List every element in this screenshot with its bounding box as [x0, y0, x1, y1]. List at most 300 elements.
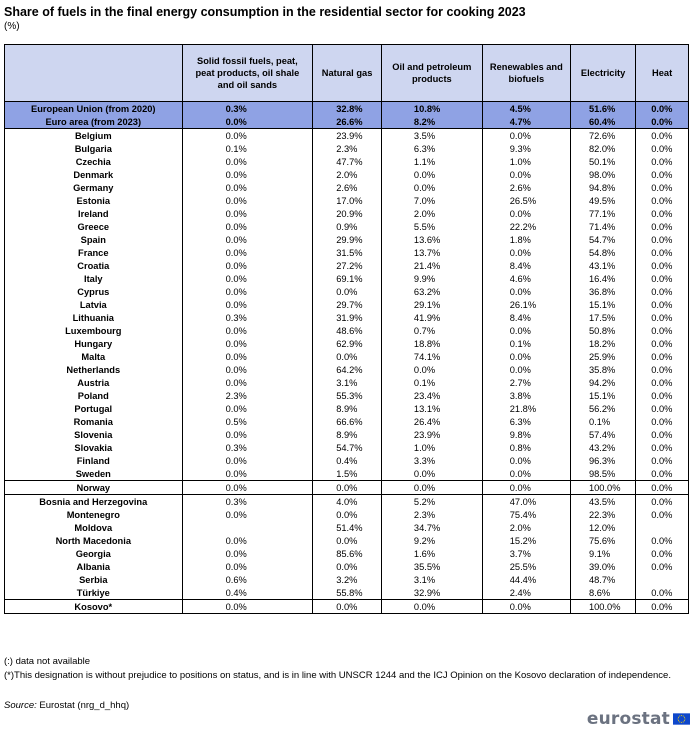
cell-value: 8.6% [588, 587, 611, 598]
table-cell [381, 586, 482, 600]
table-cell [182, 389, 313, 402]
table-cell [636, 155, 689, 168]
table-cell [381, 220, 482, 233]
row-label: Belgium [5, 129, 183, 143]
cell-value: 3.7% [509, 548, 531, 559]
table-row [5, 586, 689, 600]
cell-value: 0.6% [225, 574, 247, 585]
cell-value: 0.0% [651, 561, 673, 572]
table-row [5, 129, 689, 143]
cell-value: 64.2% [336, 364, 363, 375]
cell-value: 18.2% [588, 338, 616, 349]
table-cell [182, 259, 313, 272]
cell-value: 12.0% [588, 522, 616, 533]
cell-value: 55.3% [336, 390, 363, 401]
cell-value: 35.8% [588, 364, 616, 375]
table-cell [381, 521, 482, 534]
cell-value: 0.0% [225, 286, 247, 297]
table-cell [482, 402, 570, 415]
table-cell [636, 129, 689, 143]
flag-star [678, 718, 679, 719]
table-cell [182, 115, 313, 129]
table-cell [570, 508, 635, 521]
table-cell [182, 573, 313, 586]
table-row [5, 207, 689, 220]
table-row [5, 259, 689, 272]
table-cell [570, 181, 635, 194]
table-cell [482, 560, 570, 573]
table-cell [482, 181, 570, 194]
table-title: Share of fuels in the final energy consumption in the residential sector for cooking 2023 [4, 5, 526, 19]
row-label: Bosnia and Herzegovina [5, 495, 183, 509]
cell-value: 29.1% [413, 299, 441, 310]
table-cell [482, 586, 570, 600]
cell-value: 51.6% [588, 103, 616, 114]
row-label: Estonia [5, 194, 183, 207]
table-cell [381, 181, 482, 194]
cell-value: 0.0% [651, 182, 673, 193]
table-cell [570, 155, 635, 168]
cell-value: 0.0% [413, 364, 436, 375]
cell-value: 0.8% [509, 442, 531, 453]
cell-value: 0.0% [336, 482, 358, 493]
table-row [5, 115, 689, 129]
flag-star [684, 717, 685, 718]
table-cell [636, 376, 689, 389]
table-cell [570, 350, 635, 363]
cell-value: 0.0% [509, 351, 531, 362]
table-cell [313, 441, 382, 454]
cell-value: 0.0% [509, 286, 531, 297]
cell-value: 0.0% [225, 429, 247, 440]
table-cell [570, 363, 635, 376]
cell-value: 9.8% [509, 429, 531, 440]
cell-value: 0.0% [413, 468, 436, 479]
table-cell [381, 508, 482, 521]
table-row [5, 415, 689, 428]
table-row [5, 560, 689, 573]
table-cell [482, 115, 570, 129]
column-header [182, 45, 313, 102]
cell-value: 0.0% [225, 116, 247, 127]
table-cell [313, 481, 382, 495]
cell-value: 72.6% [588, 130, 616, 141]
table-row [5, 495, 689, 509]
cell-value: 6.3% [509, 416, 531, 427]
row-label: Luxembourg [5, 324, 183, 337]
cell-value: 32.9% [413, 587, 441, 598]
cell-value: 43.2% [588, 442, 616, 453]
cell-value: 0.4% [225, 587, 247, 598]
table-cell [636, 428, 689, 441]
data-table [4, 44, 689, 614]
table-cell [182, 481, 313, 495]
cell-value: 13.1% [413, 403, 441, 414]
table-cell [182, 402, 313, 415]
table-cell [313, 272, 382, 285]
table-cell [182, 220, 313, 233]
cell-value: 2.0% [413, 208, 436, 219]
table-row [5, 298, 689, 311]
flag-star [683, 716, 684, 717]
footnotes [4, 655, 671, 683]
cell-value: 48.7% [588, 574, 616, 585]
cell-value: 0.0% [651, 377, 673, 388]
table-cell [570, 534, 635, 547]
cell-value: 96.3% [588, 455, 616, 466]
table-cell [482, 220, 570, 233]
table-cell [482, 259, 570, 272]
table-row [5, 508, 689, 521]
cell-value: 29.9% [336, 234, 363, 245]
cell-value: 2.0% [336, 169, 358, 180]
table-cell [570, 547, 635, 560]
column-header [313, 45, 382, 102]
note-not-available: (:) data not available [4, 656, 91, 667]
table-row [5, 350, 689, 363]
row-label: Slovenia [5, 428, 183, 441]
row-label: Czechia [5, 155, 183, 168]
table-cell [570, 337, 635, 350]
cell-value: 0.0% [336, 601, 358, 612]
table-cell [182, 441, 313, 454]
cell-value: 36.8% [588, 286, 616, 297]
table-cell [313, 521, 382, 534]
table-cell [636, 573, 689, 586]
cell-value: 0.0% [225, 195, 247, 206]
cell-value: 0.0% [651, 442, 673, 453]
table-row [5, 441, 689, 454]
cell-value: 0.1% [225, 143, 247, 154]
table-cell [482, 272, 570, 285]
cell-value: 0.0% [651, 247, 673, 258]
cell-value: 0.3% [225, 103, 247, 114]
table-cell [381, 337, 482, 350]
table-cell [182, 350, 313, 363]
column-header [482, 45, 570, 102]
column-header-line: Natural gas [321, 68, 373, 78]
cell-value: 0.0% [651, 103, 673, 114]
table-cell [636, 547, 689, 560]
cell-value: 2.4% [509, 587, 531, 598]
cell-value: 8.9% [336, 429, 358, 440]
row-label: Italy [5, 272, 183, 285]
table-cell [636, 115, 689, 129]
table-row [5, 194, 689, 207]
cell-value: 8.9% [336, 403, 358, 414]
table-cell [482, 389, 570, 402]
cell-value: 25.5% [509, 561, 537, 572]
table-cell [313, 207, 382, 220]
table-cell [482, 350, 570, 363]
cell-value: 1.6% [413, 548, 436, 559]
cell-value: 0.0% [509, 364, 531, 375]
cell-value: 0.0% [225, 130, 247, 141]
table-cell [636, 220, 689, 233]
cell-value: 0.0% [651, 403, 673, 414]
cell-value: 0.0% [225, 364, 247, 375]
column-header-line: products [411, 74, 452, 84]
cell-value: 13.6% [413, 234, 441, 245]
eurostat-wordmark: eurostat [586, 709, 670, 729]
table-cell [636, 324, 689, 337]
cell-value: 51.4% [336, 522, 363, 533]
table-cell [482, 600, 570, 614]
table-cell [182, 285, 313, 298]
table-cell [381, 560, 482, 573]
table-cell [570, 495, 635, 509]
cell-value: 100.0% [588, 601, 621, 612]
table-cell [313, 324, 382, 337]
row-label: Denmark [5, 168, 183, 181]
table-cell [182, 298, 313, 311]
cell-value: 85.6% [336, 548, 363, 559]
flag-star [684, 720, 685, 721]
table-cell [636, 337, 689, 350]
table-cell [570, 272, 635, 285]
header-row [5, 45, 689, 102]
table-cell [482, 129, 570, 143]
row-label: European Union (from 2020) [5, 102, 183, 116]
cell-value: 8.2% [413, 116, 436, 127]
table-cell [570, 481, 635, 495]
table-cell [313, 194, 382, 207]
table-cell [636, 168, 689, 181]
column-header-line: biofuels [508, 74, 545, 84]
cell-value: 0.0% [651, 156, 673, 167]
cell-value: 0.7% [413, 325, 436, 336]
table-cell [313, 311, 382, 324]
table-cell [482, 441, 570, 454]
row-label: Sweden [5, 467, 183, 481]
cell-value: 0.0% [225, 156, 247, 167]
cell-value: 0.0% [225, 561, 247, 572]
row-label: Cyprus [5, 285, 183, 298]
cell-value: 26.6% [336, 116, 363, 127]
cell-value: 0.0% [651, 390, 673, 401]
table-cell [570, 102, 635, 116]
table-cell [636, 600, 689, 614]
table-row [5, 521, 689, 534]
cell-value: 43.1% [588, 260, 616, 271]
table-cell [313, 298, 382, 311]
table-cell [182, 233, 313, 246]
cell-value: 9.1% [588, 548, 611, 559]
table-cell [182, 129, 313, 143]
table-cell [570, 454, 635, 467]
cell-value: 0.0% [651, 416, 673, 427]
table-cell [381, 402, 482, 415]
cell-value: 0.0% [225, 182, 247, 193]
cell-value: 2.3% [336, 143, 358, 154]
table-cell [570, 600, 635, 614]
table-cell [570, 129, 635, 143]
table-cell [570, 298, 635, 311]
row-label: Croatia [5, 259, 183, 272]
table-body [5, 102, 689, 614]
column-header-line: Oil and petroleum [392, 62, 472, 72]
cell-value: 0.5% [225, 416, 247, 427]
cell-value: 75.6% [588, 535, 616, 546]
row-label: Greece [5, 220, 183, 233]
cell-value: 3.1% [413, 574, 436, 585]
table-cell [381, 467, 482, 481]
table-cell [482, 298, 570, 311]
table-row [5, 168, 689, 181]
note-kosovo: (*)This designation is without prejudice to positions on status, and is in line with UNSCR 1244 and the ICJ Opinion on the Kosovo declaration of independence. [4, 670, 671, 681]
table-cell [482, 495, 570, 509]
table-cell [182, 194, 313, 207]
table-cell [381, 495, 482, 509]
cell-value: 1.1% [413, 156, 436, 167]
cell-value: 0.0% [651, 286, 673, 297]
cell-value: 0.0% [225, 273, 247, 284]
table-cell [182, 521, 313, 534]
cell-value: 0.0% [225, 299, 247, 310]
flag-star [678, 720, 679, 721]
row-label: Euro area (from 2023) [5, 115, 183, 129]
cell-value: 0.0% [413, 601, 436, 612]
cell-value: 8.4% [509, 312, 531, 323]
table-cell [381, 428, 482, 441]
cell-value: 60.4% [588, 116, 616, 127]
cell-value: 0.4% [336, 455, 358, 466]
table-cell [570, 285, 635, 298]
cell-value: 26.4% [413, 416, 441, 427]
table-row [5, 324, 689, 337]
table-cell [381, 454, 482, 467]
cell-value: 0.0% [651, 299, 673, 310]
cell-value: 3.1% [336, 377, 358, 388]
source-text: Eurostat (nrg_d_hhq) [39, 700, 130, 711]
cell-value: 35.5% [413, 561, 441, 572]
table-row [5, 246, 689, 259]
table-cell [636, 586, 689, 600]
cell-value: 23.9% [336, 130, 363, 141]
table-cell [482, 233, 570, 246]
cell-value: 0.0% [651, 482, 673, 493]
table-row [5, 600, 689, 614]
table-cell [381, 246, 482, 259]
table-cell [636, 560, 689, 573]
table-row [5, 454, 689, 467]
column-header-line: Electricity [580, 68, 626, 78]
cell-value: 6.3% [413, 143, 436, 154]
cell-value: 50.1% [588, 156, 616, 167]
cell-value: 9.2% [413, 535, 436, 546]
cell-value: 29.7% [336, 299, 363, 310]
cell-value: 49.5% [588, 195, 616, 206]
table-cell [482, 311, 570, 324]
table-cell [636, 454, 689, 467]
table-row [5, 233, 689, 246]
row-label: Moldova [5, 521, 183, 534]
table-cell [570, 115, 635, 129]
table-cell [636, 233, 689, 246]
cell-value: 0.0% [651, 548, 673, 559]
table-cell [313, 428, 382, 441]
cell-value: 0.0% [651, 312, 673, 323]
cell-value: 44.4% [509, 574, 537, 585]
table-cell [182, 311, 313, 324]
table-cell [636, 194, 689, 207]
table-cell [381, 285, 482, 298]
table-cell [482, 521, 570, 534]
table-cell [482, 285, 570, 298]
cell-value: 0.0% [225, 338, 247, 349]
table-row [5, 337, 689, 350]
table-cell [482, 573, 570, 586]
row-label: Finland [5, 454, 183, 467]
row-label: Spain [5, 233, 183, 246]
cell-value: 26.5% [509, 195, 537, 206]
cell-value: 22.2% [509, 221, 537, 232]
cell-value: 0.0% [651, 195, 673, 206]
flag-star [679, 716, 680, 717]
table-cell [313, 454, 382, 467]
cell-value: 7.0% [413, 195, 436, 206]
cell-value: 0.0% [225, 548, 247, 559]
cell-value: 55.8% [336, 587, 363, 598]
cell-value: 98.5% [588, 468, 616, 479]
table-cell [182, 376, 313, 389]
cell-value: 0.0% [509, 468, 531, 479]
table-cell [182, 168, 313, 181]
column-header [636, 45, 689, 102]
cell-value: 62.9% [336, 338, 363, 349]
table-row [5, 573, 689, 586]
table-cell [570, 560, 635, 573]
cell-value: 5.2% [413, 496, 436, 507]
cell-value: 3.2% [336, 574, 358, 585]
table-cell [182, 181, 313, 194]
cell-value: 57.4% [588, 429, 616, 440]
row-label: Kosovo* [5, 600, 183, 614]
table-cell [636, 298, 689, 311]
table-cell [182, 102, 313, 116]
table-cell [636, 521, 689, 534]
cell-value: 0.0% [413, 482, 436, 493]
table-cell [636, 181, 689, 194]
cell-value: 0.0% [225, 601, 247, 612]
flag-star [678, 717, 679, 718]
table-cell [570, 259, 635, 272]
cell-value: 16.4% [588, 273, 616, 284]
cell-value: 0.0% [336, 561, 358, 572]
cell-value: 100.0% [588, 482, 621, 493]
cell-value: 4.7% [509, 116, 531, 127]
table-cell [381, 600, 482, 614]
table-cell [570, 246, 635, 259]
table-cell [570, 220, 635, 233]
cell-value: 0.0% [225, 208, 247, 219]
column-header [381, 45, 482, 102]
cell-value: 2.3% [413, 509, 436, 520]
cell-value: 0.0% [651, 587, 673, 598]
table-cell [313, 220, 382, 233]
cell-value: 0.0% [225, 260, 247, 271]
table-cell [313, 115, 382, 129]
cell-value: 0.0% [651, 455, 673, 466]
table-cell [636, 363, 689, 376]
table-cell [313, 363, 382, 376]
table-cell [570, 311, 635, 324]
cell-value: 0.0% [225, 351, 247, 362]
table-row [5, 376, 689, 389]
cell-value: 0.0% [651, 496, 673, 507]
flag-star [679, 721, 680, 722]
flag-star [681, 722, 682, 723]
